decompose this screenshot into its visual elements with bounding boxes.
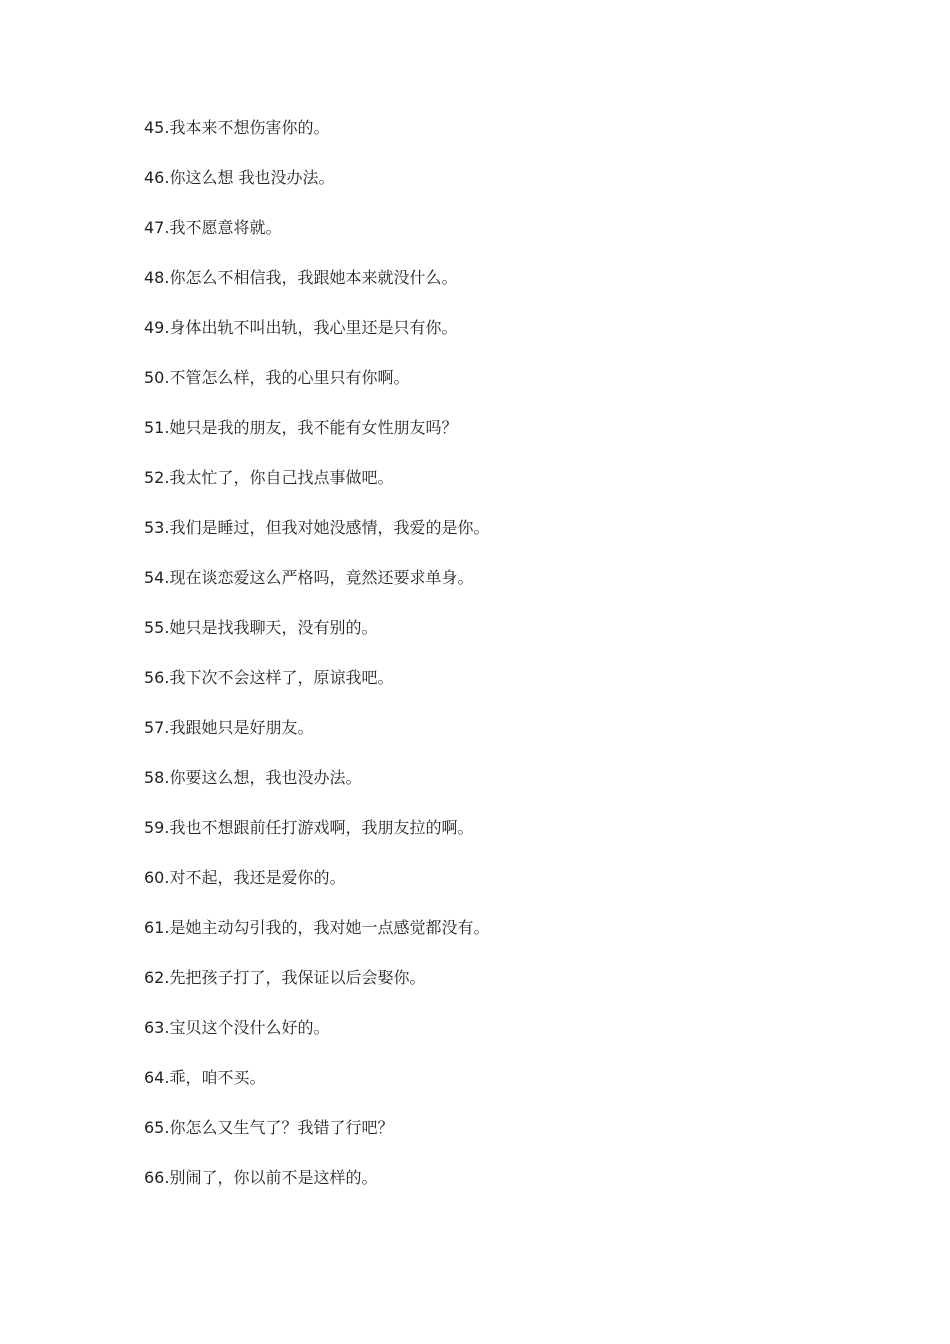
- list-item: 45.我本来不想伤害你的。: [144, 118, 330, 137]
- list-item: 53.我们是睡过，但我对她没感情，我爱的是你。: [144, 518, 490, 537]
- list-item: 59.我也不想跟前任打游戏啊，我朋友拉的啊。: [144, 818, 474, 837]
- list-item: 56.我下次不会这样了，原谅我吧。: [144, 668, 394, 687]
- list-item: 61.是她主动勾引我的，我对她一点感觉都没有。: [144, 918, 490, 937]
- list-item: 65.你怎么又生气了？我错了行吧？: [144, 1118, 394, 1137]
- list-item: 66.别闹了，你以前不是这样的。: [144, 1168, 378, 1187]
- list-item: 50.不管怎么样，我的心里只有你啊。: [144, 368, 410, 387]
- list-item: 51.她只是我的朋友，我不能有女性朋友吗？: [144, 418, 458, 437]
- list-item: 46.你这么想 我也没办法。: [144, 168, 335, 187]
- list-item: 55.她只是找我聊天，没有别的。: [144, 618, 378, 637]
- list-item: 60.对不起，我还是爱你的。: [144, 868, 346, 887]
- list-item: 62.先把孩子打了，我保证以后会娶你。: [144, 968, 426, 987]
- list-item: 52.我太忙了，你自己找点事做吧。: [144, 468, 394, 487]
- list-item: 58.你要这么想，我也没办法。: [144, 768, 362, 787]
- list-item: 47.我不愿意将就。: [144, 218, 282, 237]
- list-item: 54.现在谈恋爱这么严格吗，竟然还要求单身。: [144, 568, 474, 587]
- list-item: 57.我跟她只是好朋友。: [144, 718, 314, 737]
- list-item: 63.宝贝这个没什么好的。: [144, 1018, 330, 1037]
- list-item: 48.你怎么不相信我，我跟她本来就没什么。: [144, 268, 458, 287]
- quote-list: [144, 116, 489, 1216]
- list-item: 49.身体出轨不叫出轨，我心里还是只有你。: [144, 318, 458, 337]
- list-item: 64.乖，咱不买。: [144, 1068, 266, 1087]
